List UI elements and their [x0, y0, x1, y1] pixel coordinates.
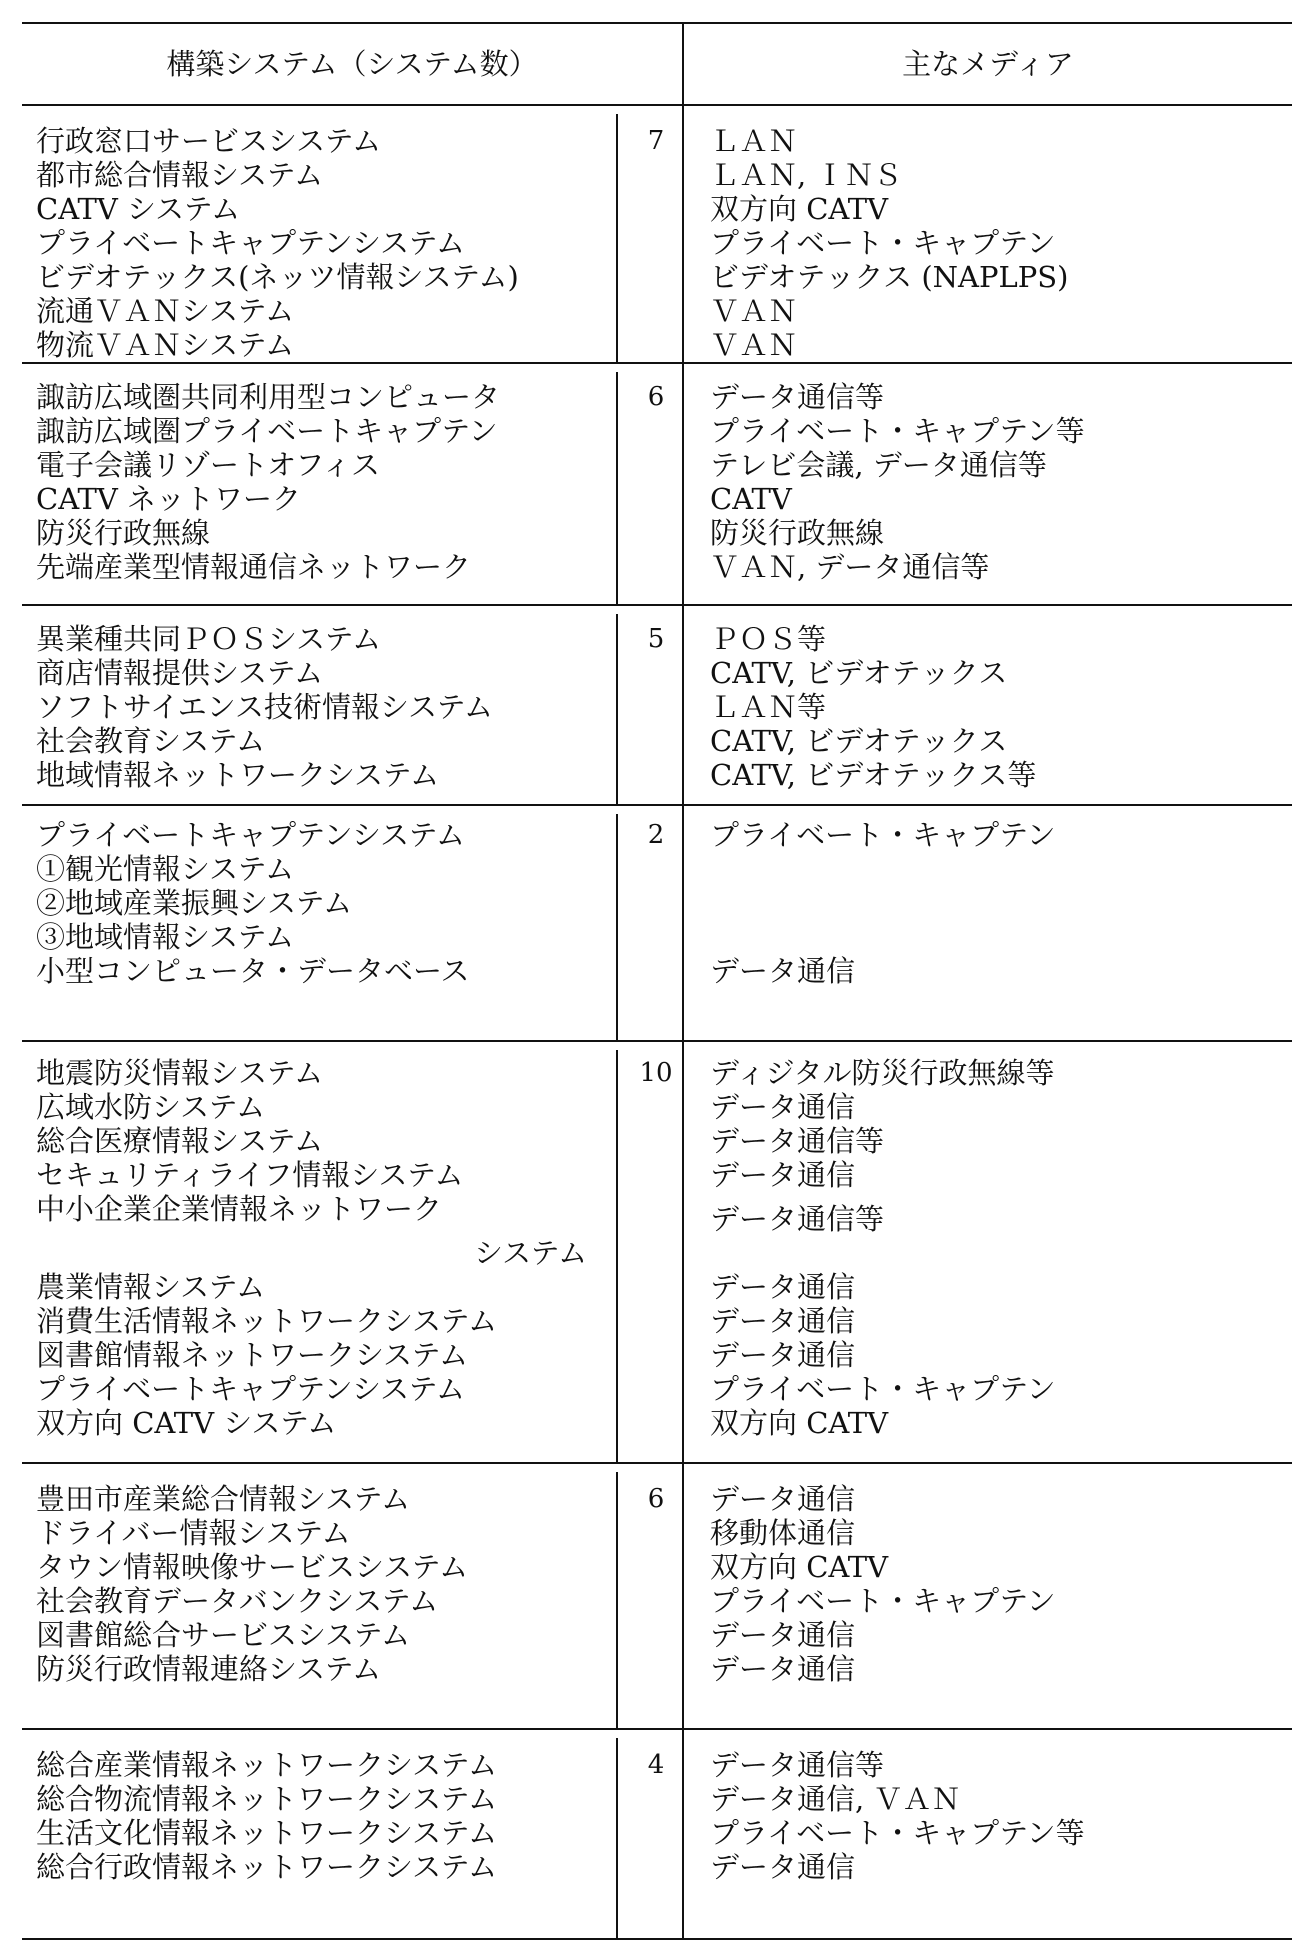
media-name: データ通信, ＶＡＮ: [710, 1782, 961, 1816]
system-name: 総合行政情報ネットワークシステム: [36, 1850, 498, 1884]
system-name: 先端産業型情報通信ネットワーク: [36, 550, 472, 584]
media-name: データ通信等: [710, 380, 885, 414]
media-name: プライベート・キャプテン: [710, 1372, 1056, 1406]
media-name: ＰＯＳ等: [710, 622, 827, 656]
count-divider: [616, 1472, 618, 1728]
system-name: 小型コンピュータ・データベース: [36, 954, 470, 988]
system-name: ソフトサイエンス技術情報システム: [36, 690, 494, 724]
media-name: データ通信等: [710, 1124, 885, 1158]
media-name: ＶＡＮ: [710, 328, 798, 362]
media-name: テレビ会議, データ通信等: [710, 448, 1047, 482]
system-count: 7: [647, 126, 665, 156]
system-name: 生活文化情報ネットワークシステム: [36, 1816, 498, 1850]
group-separator: [22, 1040, 1292, 1042]
system-name: 電子会議リゾートオフィス: [36, 448, 380, 482]
system-name: 図書館情報ネットワークシステム: [36, 1338, 469, 1372]
system-name: 社会教育システム: [36, 724, 266, 758]
group-separator: [22, 1728, 1292, 1730]
system-name: 総合産業情報ネットワークシステム: [36, 1748, 498, 1782]
system-count: 5: [647, 624, 665, 654]
media-name: データ通信等: [710, 1202, 885, 1236]
table-group: [22, 106, 1292, 362]
system-name: ①観光情報システム: [36, 852, 295, 886]
system-count: 2: [647, 820, 665, 850]
media-name: 双方向 CATV: [710, 1550, 889, 1584]
media-name: CATV, ビデオテックス: [710, 724, 1008, 758]
media-name: データ通信: [710, 1652, 856, 1686]
system-name: ドライバー情報システム: [36, 1516, 351, 1550]
system-count: 6: [647, 1484, 665, 1514]
system-name: セキュリティライフ情報システム: [36, 1158, 464, 1192]
system-count: 4: [647, 1750, 665, 1780]
media-name: 双方向 CATV: [710, 1406, 889, 1440]
media-name: データ通信: [710, 1850, 856, 1884]
system-name: 地震防災情報システム: [36, 1056, 324, 1090]
system-name: 防災行政無線: [36, 516, 211, 550]
media-name: ＶＡＮ: [710, 294, 798, 328]
system-name: 社会教育データバンクシステム: [36, 1584, 439, 1618]
system-name: 双方向 CATV システム: [36, 1406, 337, 1440]
system-name: 防災行政情報連絡システム: [36, 1652, 382, 1686]
system-name: 消費生活情報ネットワークシステム: [36, 1304, 498, 1338]
media-name: 双方向 CATV: [710, 192, 889, 226]
system-name: 農業情報システム: [36, 1270, 266, 1304]
system-name: ③地域情報システム: [36, 920, 295, 954]
table-group: [22, 362, 1292, 604]
system-name: プライベートキャプテンシステム: [36, 818, 466, 852]
system-name: プライベートキャプテンシステム: [36, 1372, 466, 1406]
media-name: プライベート・キャプテン: [710, 1584, 1056, 1618]
system-name: 総合物流情報ネットワークシステム: [36, 1782, 498, 1816]
system-name: 広域水防システム: [36, 1090, 266, 1124]
media-name: データ通信: [710, 1618, 856, 1652]
media-name: ＬＡＮ: [710, 124, 798, 158]
media-name: 防災行政無線: [710, 516, 885, 550]
media-name: プライベート・キャプテン: [710, 226, 1056, 260]
media-name: ＬＡＮ, ＩＮＳ: [710, 158, 903, 192]
system-name: 流通ＶＡＮシステム: [36, 294, 295, 328]
media-name: データ通信: [710, 954, 856, 988]
system-name: 豊田市産業総合情報システム: [36, 1482, 411, 1516]
system-name: タウン情報映像サービスシステム: [36, 1550, 469, 1584]
table-group: [22, 1728, 1292, 1938]
system-name: 総合医療情報システム: [36, 1124, 324, 1158]
media-name: データ通信: [710, 1158, 856, 1192]
table-group: [22, 604, 1292, 804]
media-name: ＬＡＮ等: [710, 690, 827, 724]
table-group: [22, 1462, 1292, 1728]
media-name: プライベート・キャプテン等: [710, 414, 1085, 448]
media-name: データ通信: [710, 1482, 856, 1516]
media-name: ビデオテックス (NAPLPS): [710, 260, 1069, 294]
system-name: 図書館総合サービスシステム: [36, 1618, 411, 1652]
system-name: 商店情報提供システム: [36, 656, 324, 690]
table-bottom-rule: [22, 1938, 1292, 1940]
media-name: データ通信: [710, 1090, 856, 1124]
count-divider: [616, 372, 618, 604]
count-divider: [616, 614, 618, 804]
group-separator: [22, 1462, 1292, 1464]
media-name: データ通信等: [710, 1748, 885, 1782]
system-name: 諏訪広域圏共同利用型コンピュータ: [36, 380, 501, 414]
media-name: CATV, ビデオテックス: [710, 656, 1008, 690]
media-name: データ通信: [710, 1304, 856, 1338]
count-divider: [616, 814, 618, 1040]
group-separator: [22, 804, 1292, 806]
system-count: 6: [647, 382, 665, 412]
system-name: ビデオテックス(ネッツ情報システム): [36, 260, 519, 294]
system-name: 行政窓口サービスシステム: [36, 124, 382, 158]
system-name: CATV ネットワーク: [36, 482, 302, 516]
media-name: データ通信: [710, 1338, 856, 1372]
media-name: データ通信: [710, 1270, 856, 1304]
system-name: CATV システム: [36, 192, 241, 226]
group-separator: [22, 604, 1292, 606]
system-name: プライベートキャプテンシステム: [36, 226, 466, 260]
media-name: CATV, ビデオテックス等: [710, 758, 1037, 792]
count-divider: [616, 1050, 618, 1462]
media-name: ＶＡＮ, データ通信等: [710, 550, 990, 584]
system-name: 都市総合情報システム: [36, 158, 324, 192]
system-count: 10: [639, 1058, 673, 1088]
system-name: 諏訪広域圏プライベートキャプテン: [36, 414, 498, 448]
media-name: ディジタル防災行政無線等: [710, 1056, 1055, 1090]
header-systems: 構築システム（システム数）: [166, 47, 538, 81]
system-name: 中小企業企業情報ネットワーク: [36, 1192, 443, 1226]
system-name: 物流ＶＡＮシステム: [36, 328, 295, 362]
count-divider: [616, 1738, 618, 1938]
system-name: システム: [474, 1236, 588, 1270]
system-name: ②地域産業振興システム: [36, 886, 353, 920]
header-media: 主なメディア: [902, 47, 1074, 81]
system-name: 地域情報ネットワークシステム: [36, 758, 440, 792]
group-separator: [22, 362, 1292, 364]
count-divider: [616, 114, 618, 362]
table-group: [22, 804, 1292, 1040]
table-group: [22, 1040, 1292, 1462]
system-name: 異業種共同ＰＯＳシステム: [36, 622, 382, 656]
media-name: 移動体通信: [710, 1516, 856, 1550]
media-name: プライベート・キャプテン等: [710, 1816, 1085, 1850]
media-name: プライベート・キャプテン: [710, 818, 1056, 852]
media-name: CATV: [710, 482, 792, 516]
